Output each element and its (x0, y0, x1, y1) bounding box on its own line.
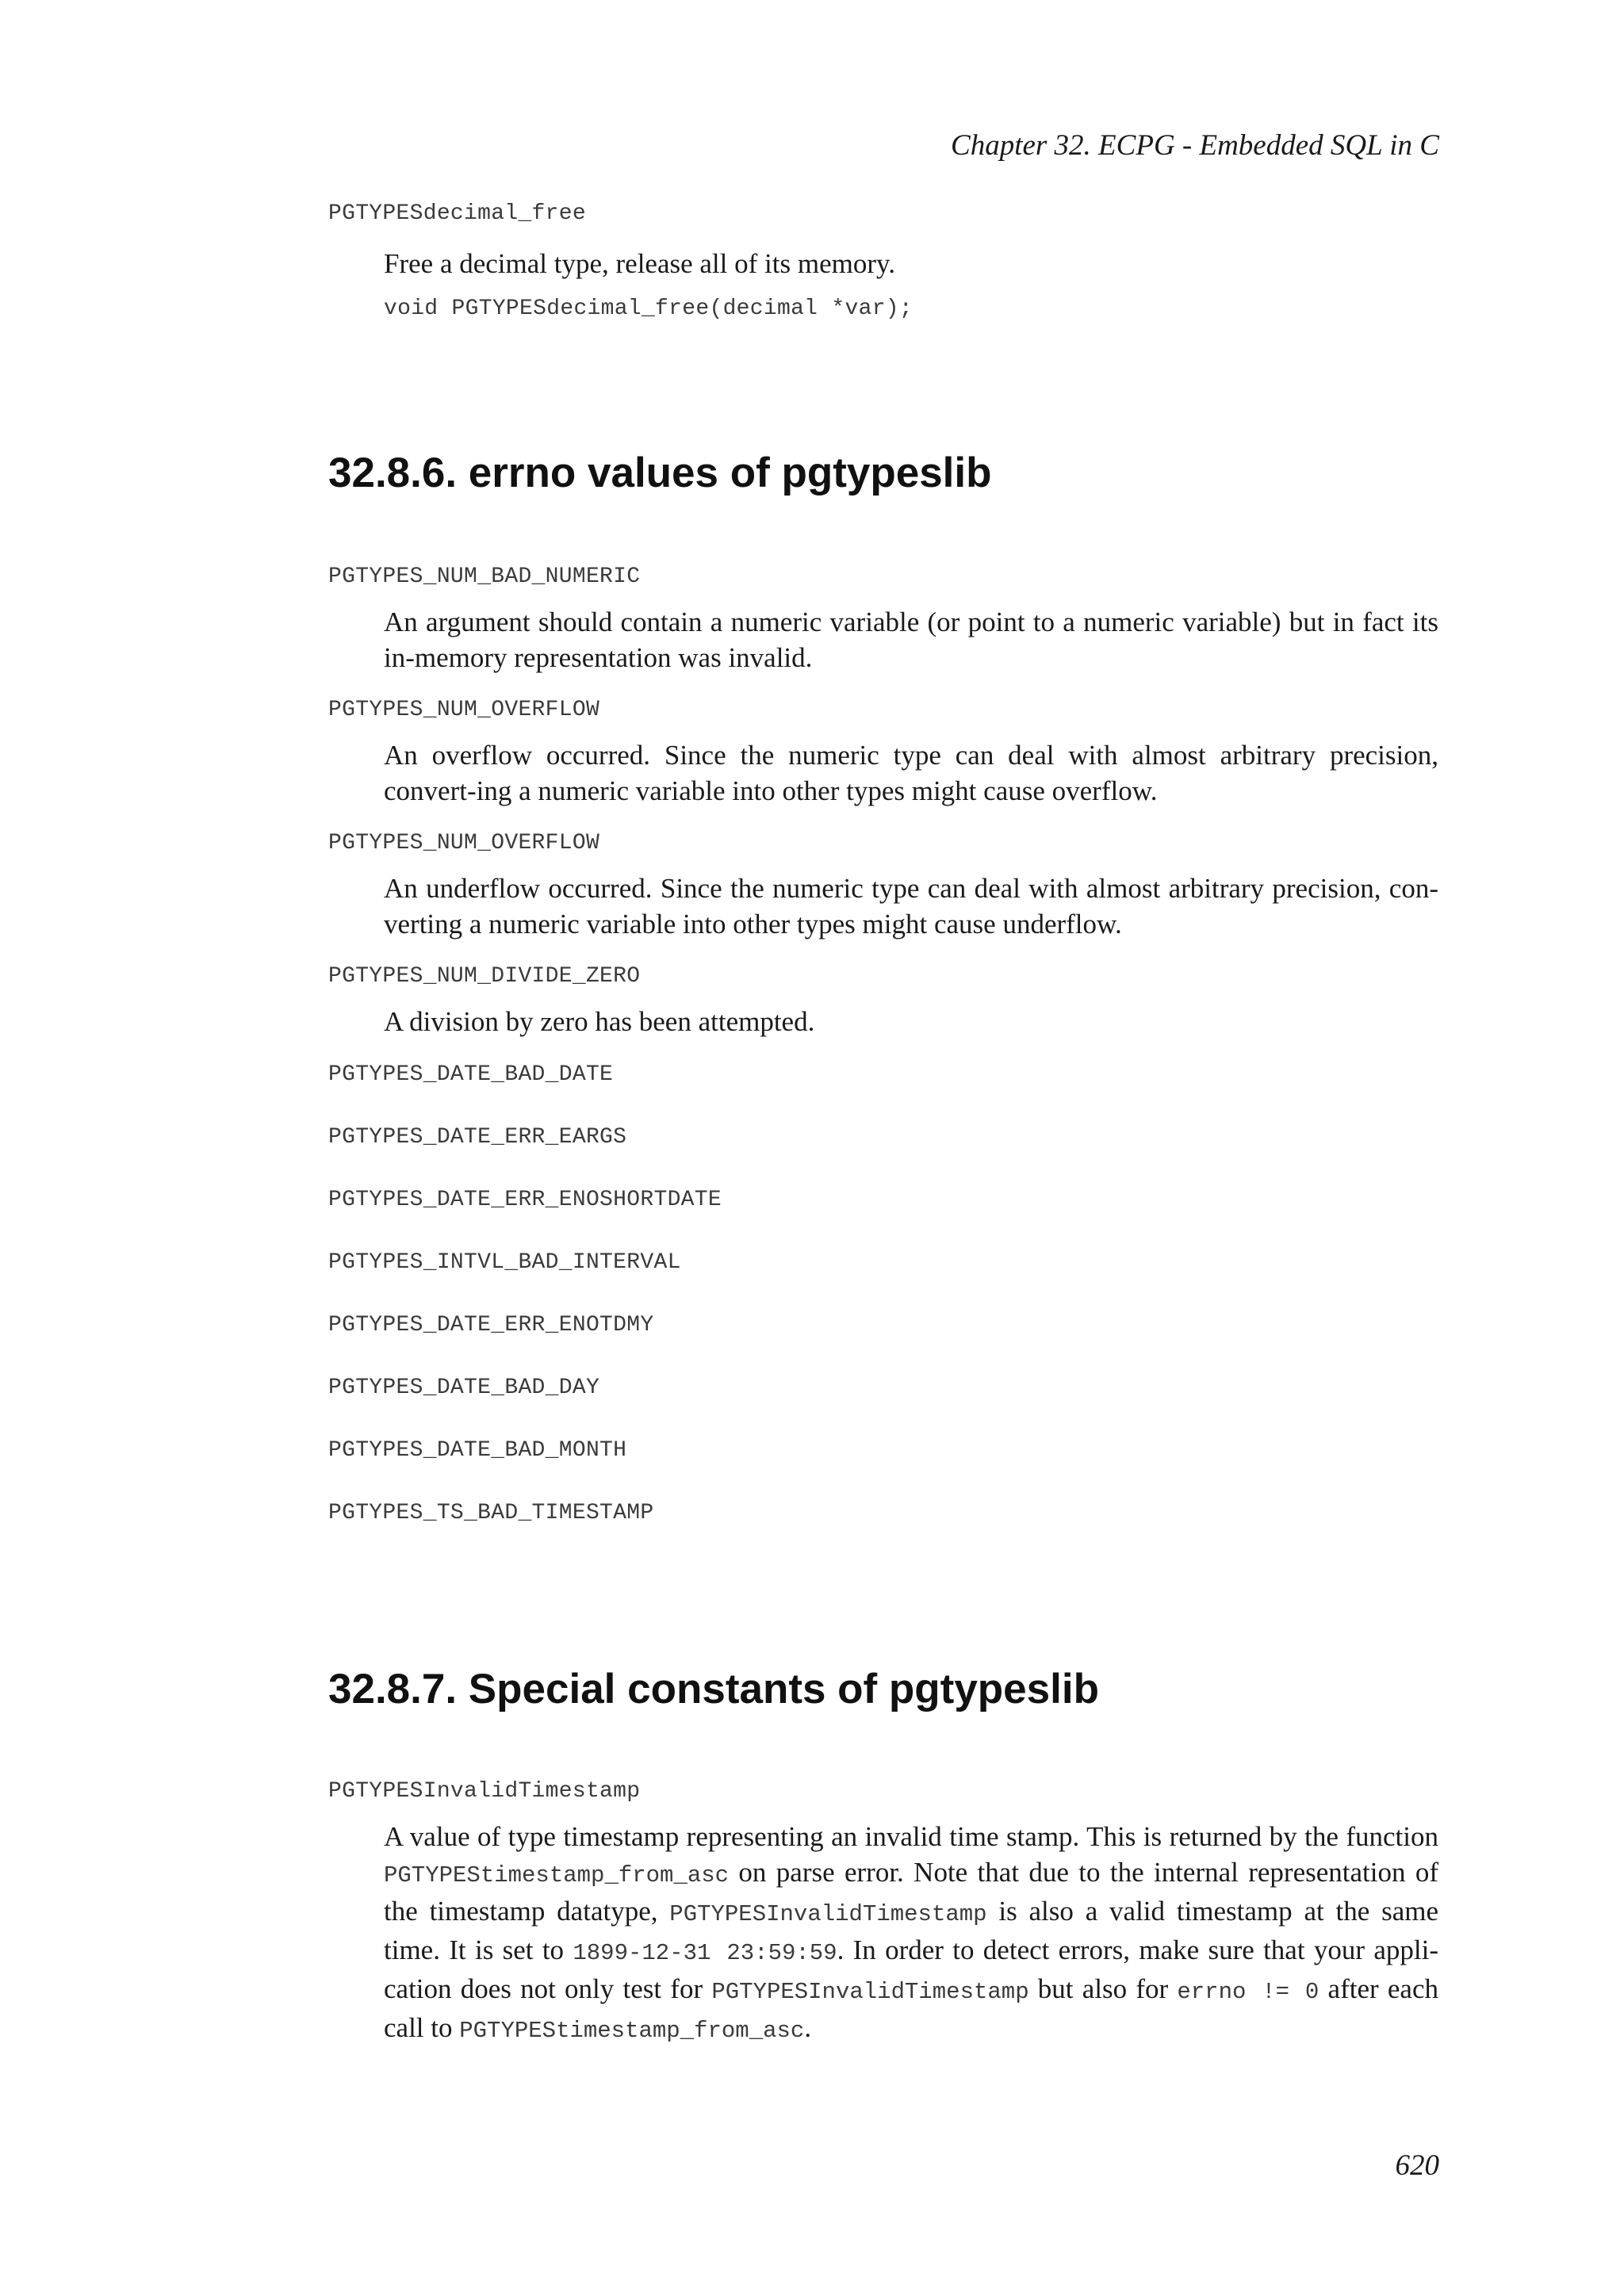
section-heading-special-constants: 32.8.7. Special constants of pgtypeslib (328, 1666, 1099, 1712)
desc-text: . (804, 2012, 812, 2043)
page-number: 620 (1395, 2149, 1439, 2182)
errno-term: PGTYPES_DATE_BAD_DATE (328, 1062, 614, 1087)
errno-description: A division by zero has been attempted. (384, 1006, 815, 1037)
desc-text: A value of type timestamp representing an invalid time stamp. This is returned by the function (384, 1821, 1438, 1852)
inline-code: PGTYPEStimestamp_from_asc (459, 2018, 805, 2044)
errno-description: An argument should contain a numeric variable (or point to a numeric variable) but in fact its in-memory representation was invalid. (384, 607, 1438, 673)
section-heading-errno: 32.8.6. errno values of pgtypeslib (328, 450, 992, 496)
function-signature: void PGTYPESdecimal_free(decimal *var); (384, 297, 914, 321)
desc-text: but also for (1028, 1973, 1178, 2004)
constant-term: PGTYPESInvalidTimestamp (328, 1779, 641, 1804)
running-header: Chapter 32. ECPG - Embedded SQL in C (951, 129, 1439, 162)
inline-code: PGTYPESInvalidTimestamp (711, 1979, 1029, 2005)
errno-term: PGTYPES_DATE_BAD_DAY (328, 1376, 600, 1400)
function-description: Free a decimal type, release all of its memory. (384, 248, 895, 279)
constant-description (384, 1819, 1438, 2049)
errno-term: PGTYPES_DATE_ERR_ENOSHORTDATE (328, 1188, 722, 1212)
errno-description: An overflow occurred. Since the numeric type can deal with almost arbitrary precision, convert-ing a numeric variable into other types might cause overflow. (384, 740, 1438, 806)
inline-code: errno != 0 (1177, 1979, 1320, 2005)
function-term: PGTYPESdecimal_free (328, 201, 586, 226)
errno-term: PGTYPES_NUM_BAD_NUMERIC (328, 564, 641, 589)
errno-description: An underflow occurred. Since the numeric type can deal with almost arbitrary precision, con-verting a numeric variable into other types might cause underflow. (384, 873, 1438, 939)
inline-code: PGTYPESInvalidTimestamp (669, 1901, 987, 1927)
errno-term: PGTYPES_TS_BAD_TIMESTAMP (328, 1501, 654, 1525)
errno-term: PGTYPES_NUM_OVERFLOW (328, 831, 600, 855)
errno-term: PGTYPES_DATE_ERR_ENOTDMY (328, 1313, 654, 1337)
errno-term: PGTYPES_INTVL_BAD_INTERVAL (328, 1250, 681, 1275)
inline-code: PGTYPEStimestamp_from_asc (384, 1862, 730, 1888)
desc-text: after each call to (384, 1973, 1438, 2043)
errno-term: PGTYPES_NUM_OVERFLOW (328, 698, 600, 722)
errno-term: PGTYPES_DATE_BAD_MONTH (328, 1438, 627, 1463)
desc-text: is also a valid timestamp at the same time. It is set to (384, 1896, 1439, 1965)
inline-code: 1899-12-31 23:59:59 (573, 1940, 837, 1966)
desc-text: on parse error. Note that due to the internal representation of the timestamp datatype, (384, 1857, 1438, 1927)
desc-text: . In order to detect errors, make sure that your appli-cation does not only test for (384, 1934, 1438, 2004)
errno-term: PGTYPES_NUM_DIVIDE_ZERO (328, 964, 641, 989)
errno-term: PGTYPES_DATE_ERR_EARGS (328, 1125, 627, 1150)
